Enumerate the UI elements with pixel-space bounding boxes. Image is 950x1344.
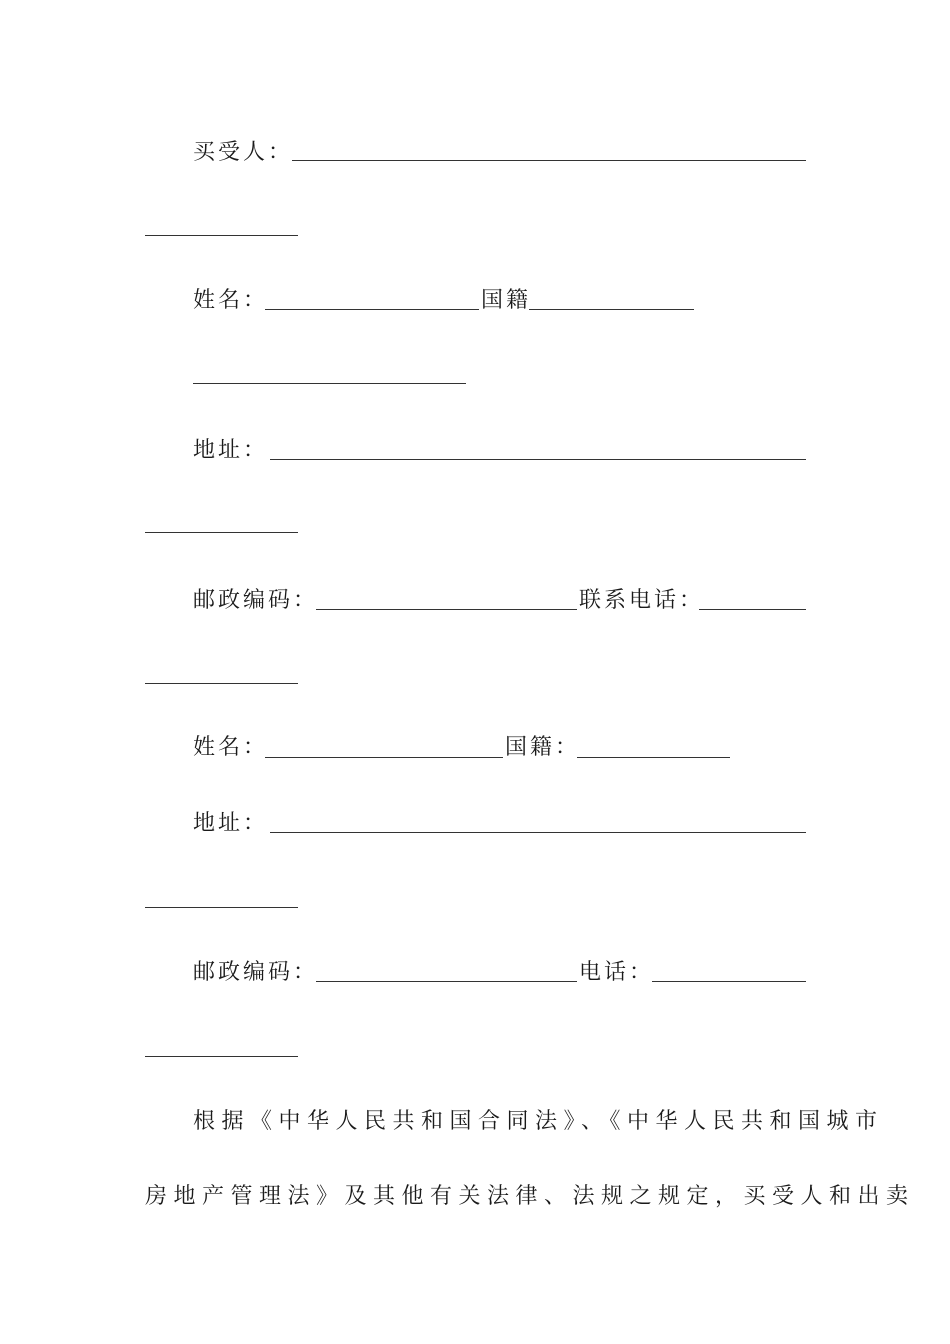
buyer-label: 买受人： bbox=[193, 140, 294, 165]
name-blank-1 bbox=[265, 309, 479, 310]
postal-blank-1 bbox=[316, 609, 577, 610]
nationality-label-1: 国籍 bbox=[481, 288, 532, 313]
phone-blank-2-cont bbox=[145, 1056, 298, 1057]
paragraph-line-2: 房地产管理法》及其他有关法律、法规之规定，买受人和出卖 bbox=[145, 1184, 915, 1209]
address-blank-1-cont bbox=[145, 532, 298, 533]
phone-blank-1 bbox=[699, 609, 806, 610]
nationality-blank-1-cont bbox=[193, 383, 466, 384]
postal-label-1: 邮政编码： bbox=[193, 588, 319, 613]
address-blank-2-cont bbox=[145, 907, 298, 908]
name-blank-2 bbox=[265, 757, 503, 758]
postal-label-2: 邮政编码： bbox=[193, 960, 319, 985]
paragraph-line-1: 根据《中华人民共和国合同法》、《中华人民共和国城市 bbox=[193, 1109, 884, 1134]
nationality-blank-1 bbox=[529, 309, 694, 310]
buyer-blank-line bbox=[292, 160, 806, 161]
phone-label-2: 电话： bbox=[579, 960, 655, 985]
buyer-blank-line-cont bbox=[145, 235, 298, 236]
nationality-blank-2 bbox=[577, 757, 730, 758]
address-blank-2 bbox=[270, 832, 806, 833]
address-label-2: 地址： bbox=[193, 811, 269, 836]
nationality-label-2: 国籍： bbox=[505, 735, 581, 760]
name-label-2: 姓名： bbox=[193, 735, 269, 760]
address-blank-1 bbox=[270, 459, 806, 460]
address-label-1: 地址： bbox=[193, 438, 269, 463]
phone-blank-1-cont bbox=[145, 683, 298, 684]
phone-blank-2 bbox=[652, 981, 806, 982]
name-label-1: 姓名： bbox=[193, 288, 269, 313]
postal-blank-2 bbox=[316, 981, 577, 982]
phone-label-1: 联系电话： bbox=[579, 588, 705, 613]
